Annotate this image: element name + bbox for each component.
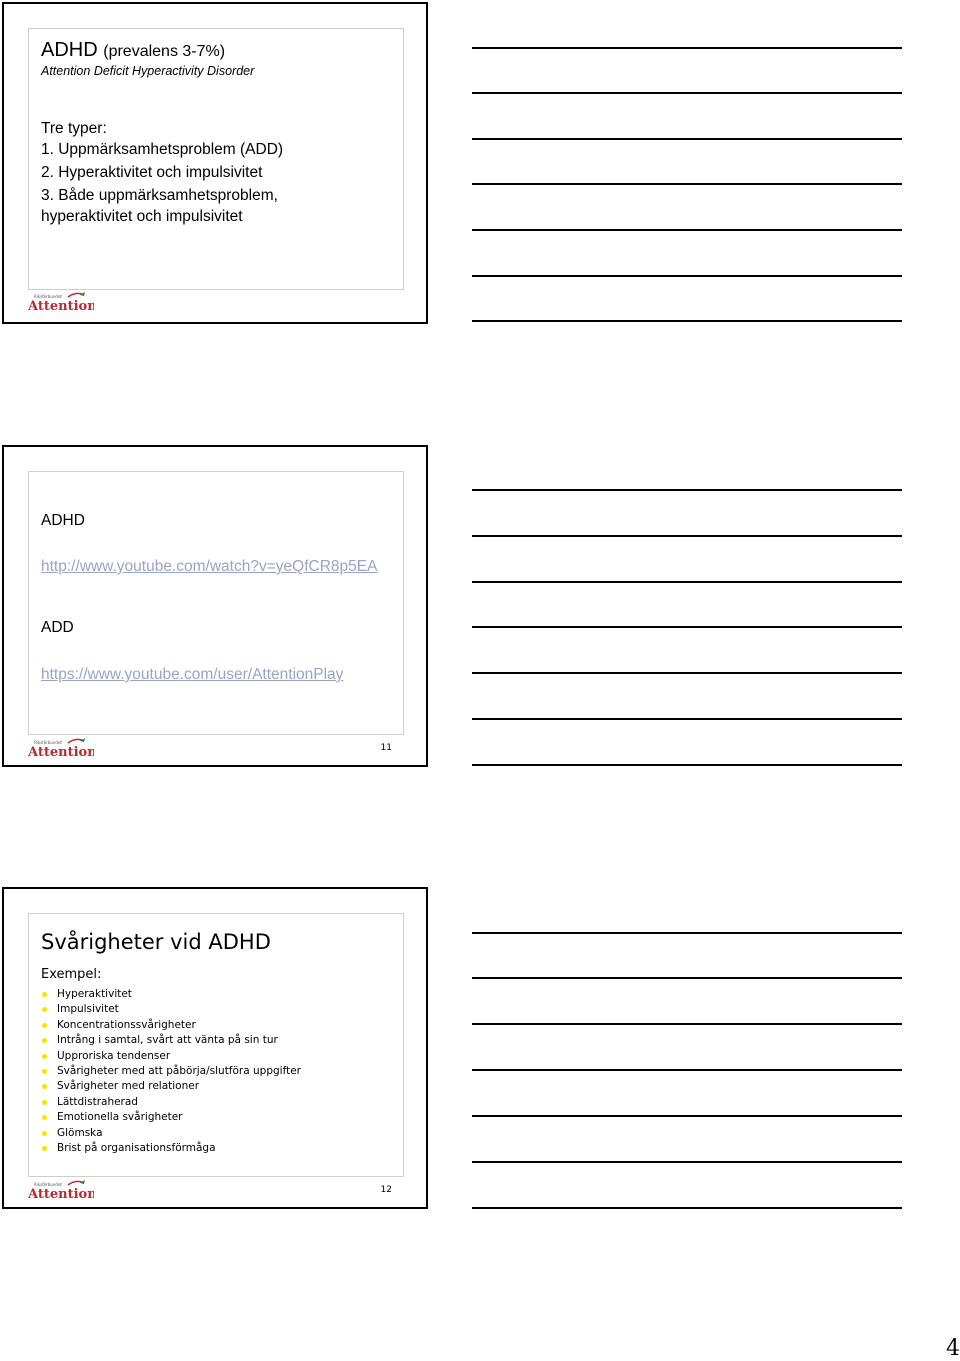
attention-logo: [28, 1179, 94, 1201]
slide-subtitle: Attention Deficit Hyperactivity Disorder: [41, 64, 255, 78]
bullet-icon: [42, 1054, 47, 1059]
label-add: ADD: [41, 619, 74, 636]
list-item: 3. Både uppmärksamhetsproblem, hyperaktivitet och impulsivitet: [41, 187, 278, 225]
svg-text:Riksförbundet: Riksförbundet: [34, 294, 62, 299]
list-item: Svårigheter med relationer: [41, 1079, 301, 1094]
list-item: Hyperaktivitet: [41, 987, 301, 1002]
bullet-icon: [42, 1038, 47, 1043]
slide-content: [28, 471, 404, 735]
bullet-icon: [42, 1084, 47, 1089]
list-item: Impulsivitet: [41, 1002, 301, 1017]
type-list: [41, 118, 341, 227]
bullet-icon: [42, 1007, 47, 1012]
slide-page-number: 11: [380, 743, 392, 753]
youtube-link-add[interactable]: https://www.youtube.com/user/AttentionPlay: [41, 666, 344, 683]
list-item: Upproriska tendenser: [41, 1049, 301, 1064]
list-item: 1. Uppmärksamhetsproblem (ADD): [41, 141, 284, 158]
list-heading: Tre typer:: [41, 120, 107, 137]
bullet-icon: [42, 1069, 47, 1074]
bullet-icon: [42, 992, 47, 997]
attention-logo: [28, 291, 94, 313]
list-item: Intrång i samtal, svårt att vänta på sin tur: [41, 1033, 301, 1048]
list-item: Svårigheter med att påbörja/slutföra uppgifter: [41, 1064, 301, 1079]
slide-page-number: 12: [380, 1185, 392, 1195]
slide-1: [2, 2, 428, 324]
list-item: Emotionella svårigheter: [41, 1110, 301, 1125]
svg-text:Attention: Attention: [28, 745, 94, 759]
svg-text:Riksförbundet: Riksförbundet: [34, 740, 62, 745]
example-heading: Exempel:: [41, 967, 102, 982]
attention-logo: [28, 737, 94, 759]
bullet-icon: [42, 1146, 47, 1151]
slide-3: [2, 887, 428, 1209]
bullet-icon: [42, 1131, 47, 1136]
svg-text:Riksförbundet: Riksförbundet: [34, 1182, 62, 1187]
list-item: 2. Hyperaktivitet och impulsivitet: [41, 164, 263, 181]
slide-title: Svårigheter vid ADHD: [41, 930, 271, 954]
list-item: Brist på organisationsförmåga: [41, 1141, 301, 1156]
slide-title: [41, 39, 225, 62]
slide-content: [28, 28, 404, 290]
slide-2: [2, 445, 428, 767]
slide-content: [28, 913, 404, 1177]
bullet-icon: [42, 1100, 47, 1105]
title-suffix: (prevalens 3-7%): [103, 43, 226, 60]
bullet-icon: [42, 1023, 47, 1028]
youtube-link-adhd[interactable]: http://www.youtube.com/watch?v=yeQfCR8p5EA: [41, 558, 378, 575]
bullet-icon: [42, 1115, 47, 1120]
label-adhd: ADHD: [41, 512, 85, 529]
svg-text:Attention: Attention: [28, 1187, 94, 1201]
page-number: 4: [946, 1336, 960, 1361]
difficulty-list: [41, 987, 301, 1156]
list-item: Lättdistraherad: [41, 1095, 301, 1110]
title-text: ADHD: [41, 39, 98, 61]
list-item: Glömska: [41, 1126, 301, 1141]
svg-text:Attention: Attention: [28, 299, 94, 313]
list-item: Koncentrationssvårigheter: [41, 1018, 301, 1033]
